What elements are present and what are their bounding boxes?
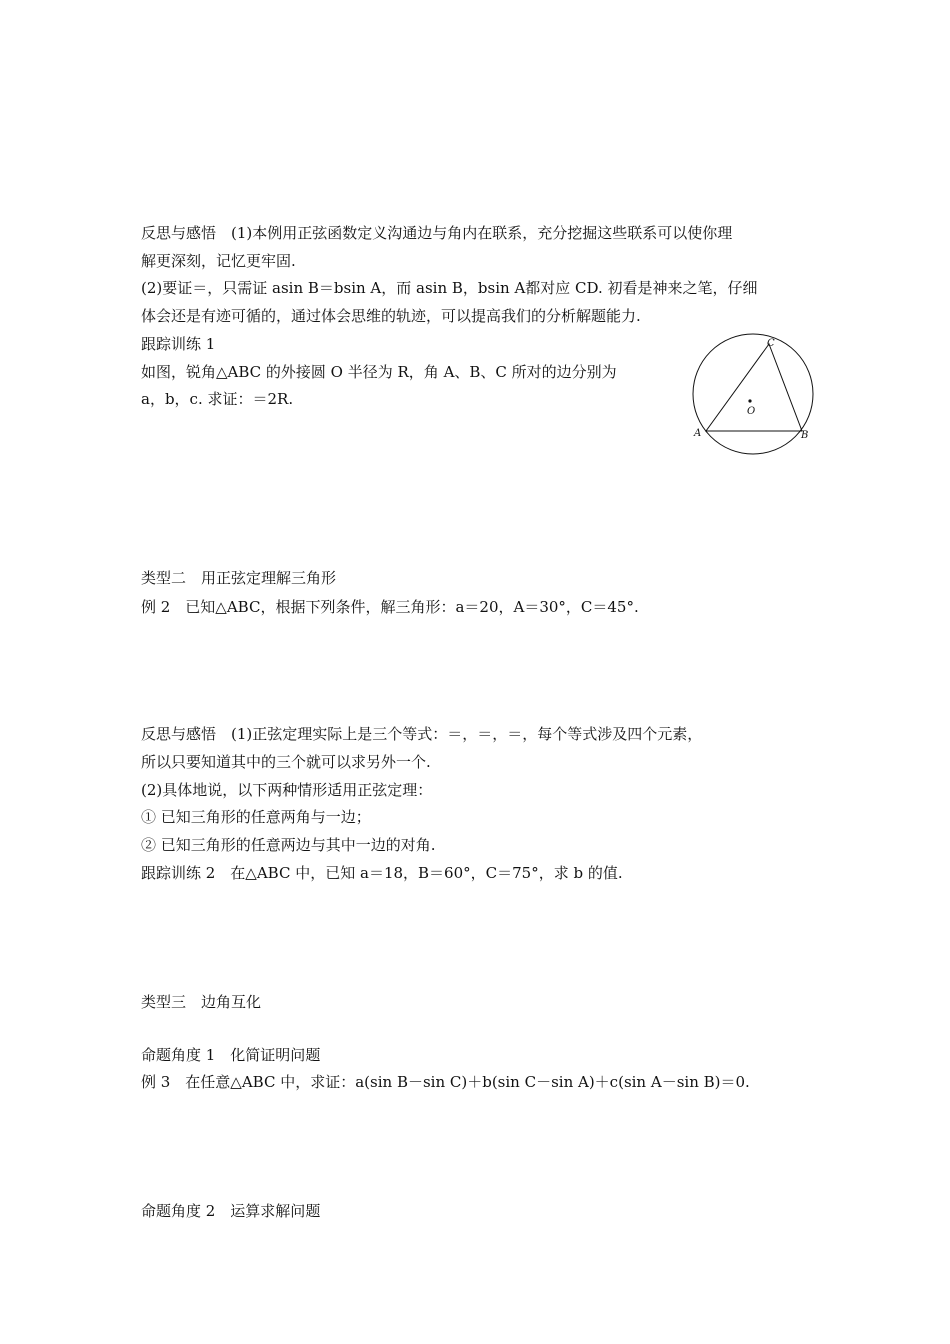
center-label-o: O: [747, 406, 756, 417]
example-text: 例 2 已知△ABC，根据下列条件，解三角形：a＝20，A＝30°，C＝45°.: [141, 598, 639, 616]
circumcircle: [693, 334, 813, 454]
list-item: ② 已知三角形的任意两边与其中一边的对角.: [141, 836, 436, 854]
reflection-paragraph-line: 解更深刻，记忆更牢固.: [141, 252, 296, 270]
reflection-paragraph-line: 反思与感悟 (1)正弦定理实际上是三个等式：＝，＝，＝，每个等式涉及四个元素，: [141, 725, 703, 743]
drill-title: 跟踪训练 1: [141, 335, 216, 353]
subsection-heading: 命题角度 1 化简证明问题: [141, 1046, 321, 1064]
vertex-label-c: C: [767, 338, 775, 349]
example-text: 例 3 在任意△ABC 中，求证：a(sin B－sin C)＋b(sin C－sin A)＋c(sin A－sin B)＝0.: [141, 1073, 750, 1091]
drill-text-line: a，b，c. 求证：＝2R.: [141, 390, 294, 408]
drill-text-line: 跟踪训练 2 在△ABC 中，已知 a＝18，B＝60°，C＝75°，求 b 的值.: [141, 864, 623, 882]
subsection-heading: 命题角度 2 运算求解问题: [141, 1202, 321, 1220]
circumcircle-diagram: [688, 330, 818, 458]
list-item: ① 已知三角形的任意两角与一边；: [141, 808, 371, 826]
circumcircle-figure: [688, 330, 818, 458]
section-heading: 类型三 边角互化: [141, 993, 262, 1011]
vertex-label-a: A: [694, 428, 702, 439]
reflection-paragraph-line: (2)要证＝，只需证 asin B＝bsin A，而 asin B，bsin A都对应 CD. 初看是神来之笔，仔细: [141, 279, 758, 297]
triangle-abc: [706, 344, 802, 431]
section-heading: 类型二 用正弦定理解三角形: [141, 569, 337, 587]
reflection-paragraph-line: 所以只要知道其中的三个就可以求另外一个.: [141, 753, 431, 771]
drill-text-line: 如图，锐角△ABC 的外接圆 O 半径为 R，角 A、B、C 所对的边分别为: [141, 363, 617, 381]
reflection-paragraph-line: 反思与感悟 (1)本例用正弦函数定义沟通边与角内在联系，充分挖掘这些联系可以使你理: [141, 224, 733, 242]
vertex-label-b: B: [801, 430, 809, 441]
reflection-paragraph-line: 体会还是有迹可循的，通过体会思维的轨迹，可以提高我们的分析解题能力.: [141, 307, 641, 325]
center-point: [748, 399, 751, 402]
reflection-paragraph-line: (2)具体地说，以下两种情形适用正弦定理：: [141, 781, 433, 799]
